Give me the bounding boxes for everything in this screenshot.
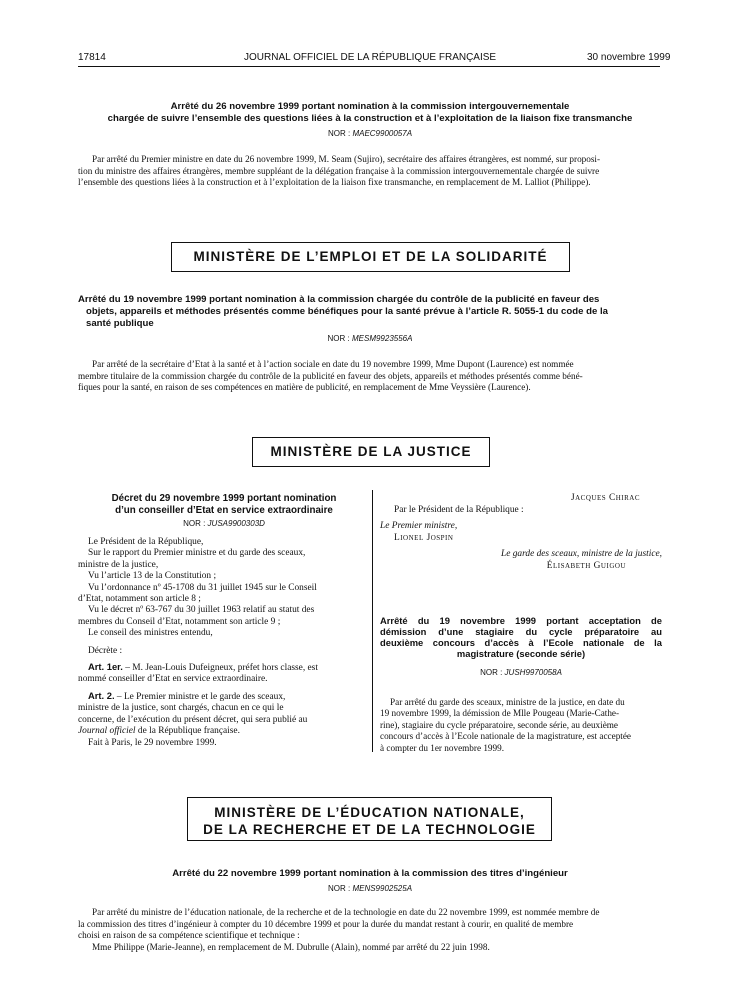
journal-title: JOURNAL OFFICIEL DE LA RÉPUBLIQUE FRANÇAISE bbox=[244, 52, 497, 63]
section4-title: Arrêté du 22 novembre 1999 portant nomination à la commission des titres d’ingénieur bbox=[172, 868, 568, 879]
signatures: Jacques Chirac Par le Président de la République : Le Premier ministre, Lionel Jospin Le garde des sceaux, ministre de la justice, Élisabeth Guigou bbox=[380, 493, 662, 571]
section1-title: Arrêté du 26 novembre 1999 portant nomination à la commission intergouvernementale chargée de suivre l’ensemble des questions liées à la construction et à l’exploitation de la liaison fixe transmanche bbox=[107, 101, 633, 124]
ministry-education-box: MINISTÈRE DE L’ÉDUCATION NATIONALE, DE LA RECHERCHE ET DE LA TECHNOLOGIE bbox=[187, 797, 552, 841]
section4-body: Par arrêté du ministre de l’éducation nationale, de la recherche et de la technologie en date du 22 novembre 1999, est nommée membre de la commission des titres d’ingénieur à compter du 10 décembre 1999 et pour la durée du mandat restant à courir, en qualité de membre choisi en raison de sa compétence scientifique et technique : Mme Philippe (Marie-Jeanne), en remplacement de M. Dubrulle (Alain), nommé par arrêté du 22 juin 1998. bbox=[78, 907, 600, 952]
section2-nor: NOR : MESM9923556A bbox=[327, 334, 413, 343]
decret-body: Le Président de la République, Sur le rapport du Premier ministre et du garde des sceaux, ministre de la justice, Vu l’article 13 de la Constitution ; Vu l’ordonnance nº 45-1708 du 31 juillet 1945 sur le Conseil d’Etat, notamment son article 8 ; Vu le décret nº 63-767 du 30 juillet 1963 relatif au statut des membres du Conseil d’Etat, notamment son article 9 ; Le conseil des ministres entendu, Décrète : Art. 1er. – M. Jean-Louis Dufeigneux, préfet hors classe, est nommé conseiller d’Etat en service extraordinaire. Art. 2. – Le Premier ministre et le garde des sceaux, ministre de la justice, sont chargés, chacun en ce qui le concerne, de l’exécution du présent décret, qui sera publié au Journal officiel de la République française. Fait à Paris, le 29 novembre 1999. bbox=[78, 537, 318, 748]
ministry-justice-box: MINISTÈRE DE LA JUSTICE bbox=[252, 437, 490, 467]
decret-nor: NOR : JUSA9900303D bbox=[183, 519, 265, 528]
page-number: 17814 bbox=[78, 52, 106, 63]
decret-title: Décret du 29 novembre 1999 portant nomination d’un conseiller d’Etat en service extraordinaire bbox=[111, 493, 337, 516]
arrete3-body: Par arrêté du garde des sceaux, ministre de la justice, en date du 19 novembre 1999, la démission de Mlle Pougeau (Marie-Cathe- rine), stagiaire du cycle préparatoire, seconde série, au deuxième concours d’accès à l’Ecole nationale de la magistrature, est acceptée à compter du 1er novembre 1999. bbox=[380, 697, 631, 753]
section1-body: Par arrêté du Premier ministre en date du 26 novembre 1999, M. Seam (Sujiro), secrétaire des affaires étrangères, est nommé, sur proposi- tion du ministre des affaires étrangères, membre suppléant de la délégation française à la commission intergouvernementale chargée de suivre l’ensemble des questions liées à la construction et à l’exploitation de la liaison fixe transmanche, en remplacement de M. Lalliot (Philippe). bbox=[78, 154, 601, 188]
section2-body: Par arrêté de la secrétaire d’Etat à la santé et à l’action sociale en date du 19 novembre 1999, Mme Dupont (Laurence) est nommée membre titulaire de la commission chargée du contrôle de la publicité en faveur des objets, appareils et méthodes présentés comme béné- fiques pour la santé, en raison de ses compétences en matière de publicité, en remplacement de Mme Veyssière (Laurence). bbox=[78, 359, 583, 393]
ministry-emploi-box: MINISTÈRE DE L’EMPLOI ET DE LA SOLIDARITÉ bbox=[171, 242, 570, 272]
column-divider bbox=[372, 490, 373, 752]
arrete3-nor: NOR : JUSH9970058A bbox=[480, 668, 562, 677]
header-date: 30 novembre 1999 bbox=[587, 52, 671, 63]
section4-nor: NOR : MENS9902525A bbox=[327, 884, 413, 893]
header-rule bbox=[78, 66, 660, 67]
arrete3-title: Arrêté du 19 novembre 1999 portant acceptation de démission d’une stagiaire du cycle préparatoire au deuxième concours d’accès à l’Ecole nationale de la magistrature (seconde série) bbox=[380, 615, 662, 659]
section2-title: Arrêté du 19 novembre 1999 portant nomination à la commission chargée du contrôle de la publicité en faveur des objets, appareils et méthodes présentés comme bénéfiques pour la santé prévue à l’article R. 5055-1 du code de la santé publique bbox=[78, 294, 608, 329]
section1-nor: NOR : MAEC9900057A bbox=[327, 129, 413, 138]
